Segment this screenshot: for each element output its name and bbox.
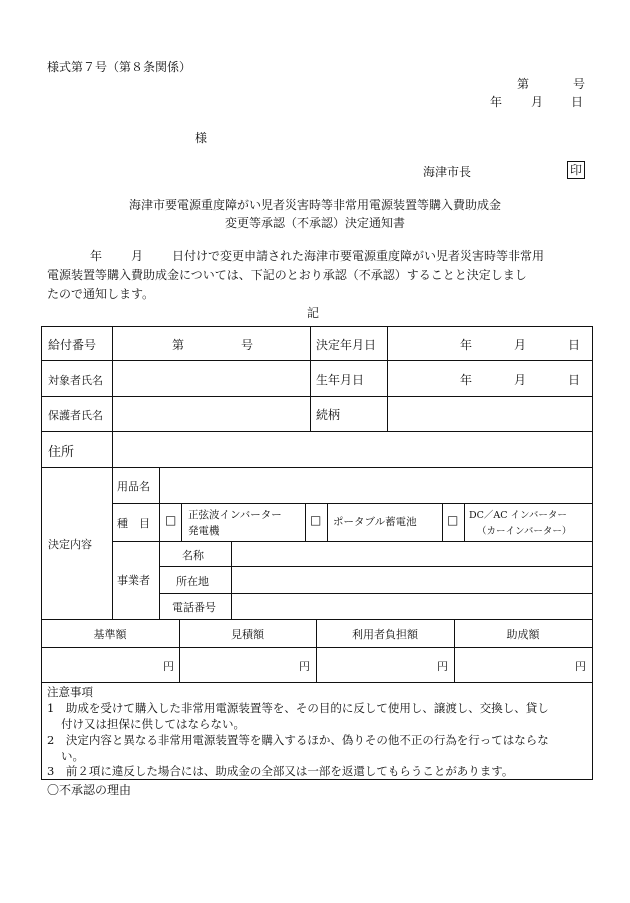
note-1a: 1 助成を受けて購入した非常用電源装置等を、その目的に反して使用し、譲渡し、交換し、貸し <box>47 701 549 715</box>
reason-label: 〇不承認の理由 <box>47 783 132 797</box>
grant-amount-label: 助成額 <box>506 628 540 641</box>
grant-no-suffix: 号 <box>241 338 254 352</box>
grant-no-prefix: 第 <box>172 338 185 352</box>
title-line-2: 変更等承認（不承認）決定通知書 <box>224 216 405 230</box>
decision-date-month: 月 <box>514 338 527 352</box>
user-burden-label: 利用者負担額 <box>352 628 418 641</box>
option-1-line-2: 発電機 <box>188 525 220 537</box>
grant-no-label: 給付番号 <box>48 338 97 352</box>
item-name-label: 用品名 <box>117 480 150 493</box>
form-number: 様式第７号（第８条関係） <box>47 60 192 74</box>
doc-no-suffix: 号 <box>573 77 586 91</box>
ki-mark: 記 <box>307 306 320 320</box>
date-year: 年 <box>490 95 503 109</box>
seal-mark: 印 <box>567 161 585 179</box>
date-day: 日 <box>571 95 584 109</box>
birth-date-month: 月 <box>514 373 527 387</box>
notes-heading: 注意事項 <box>47 685 93 699</box>
checkbox-2[interactable]: □ <box>310 513 322 527</box>
user-burden-yen: 円 <box>437 660 448 673</box>
birth-date-label: 生年月日 <box>316 373 365 387</box>
vendor-label: 事業者 <box>117 574 150 587</box>
base-yen: 円 <box>163 660 174 673</box>
decision-date-label: 決定年月日 <box>316 338 377 352</box>
target-name-label: 対象者氏名 <box>48 374 103 387</box>
birth-date-year: 年 <box>460 373 473 387</box>
kind-label: 種 目 <box>117 517 150 530</box>
checkbox-3[interactable]: □ <box>447 513 459 527</box>
note-2a: 2 決定内容と異なる非常用電源装置等を購入するほか、偽りその他不正の行為を行ってはならな <box>47 733 549 747</box>
checkbox-1[interactable]: □ <box>165 513 177 527</box>
para-line-2: 電源装置等購入費助成金については、下記のとおり承認（不承認）することと決定しまし <box>47 268 527 282</box>
para-year: 年 <box>90 249 103 263</box>
address-label: 住所 <box>48 445 75 460</box>
grant-yen: 円 <box>575 660 586 673</box>
base-amount-label: 基準額 <box>93 628 127 641</box>
para-line-3: たので通知します。 <box>47 287 155 301</box>
issuer: 海津市長 <box>423 165 472 179</box>
decision-date-day: 日 <box>568 338 581 352</box>
option-2: ポータブル蓄電池 <box>333 516 417 528</box>
para-month: 月 <box>131 249 144 263</box>
doc-no-prefix: 第 <box>517 77 530 91</box>
vendor-name-label: 名称 <box>182 549 204 562</box>
option-3-line-1: DC／AC インバーター <box>469 510 567 521</box>
note-2b: い。 <box>61 749 84 763</box>
guardian-label: 保護者氏名 <box>48 409 103 422</box>
estimate-label: 見積額 <box>231 628 264 641</box>
decision-label: 決定内容 <box>48 538 92 551</box>
option-1-line-1: 正弦波インバーター <box>188 509 282 521</box>
title-line-1: 海津市要電源重度障がい児者災害時等非常用電源装置等購入費助成金 <box>128 198 501 212</box>
date-month: 月 <box>531 95 544 109</box>
option-3-line-2: （カーインバーター） <box>477 526 572 537</box>
relation-label: 続柄 <box>316 408 341 422</box>
decision-date-year: 年 <box>460 338 473 352</box>
para-line-1: 日付けで変更申請された海津市要電源重度障がい児者災害時等非常用 <box>172 249 545 263</box>
vendor-tel-label: 電話番号 <box>172 601 216 614</box>
note-1b: 付け又は担保に供してはならない。 <box>61 717 245 731</box>
estimate-yen: 円 <box>299 660 310 673</box>
vendor-address-label: 所在地 <box>176 575 209 588</box>
birth-date-day: 日 <box>568 373 581 387</box>
note-3: 3 前２項に違反した場合には、助成金の全部又は一部を返還してもらうことがあります。 <box>47 764 514 778</box>
addressee-suffix: 様 <box>195 131 208 145</box>
